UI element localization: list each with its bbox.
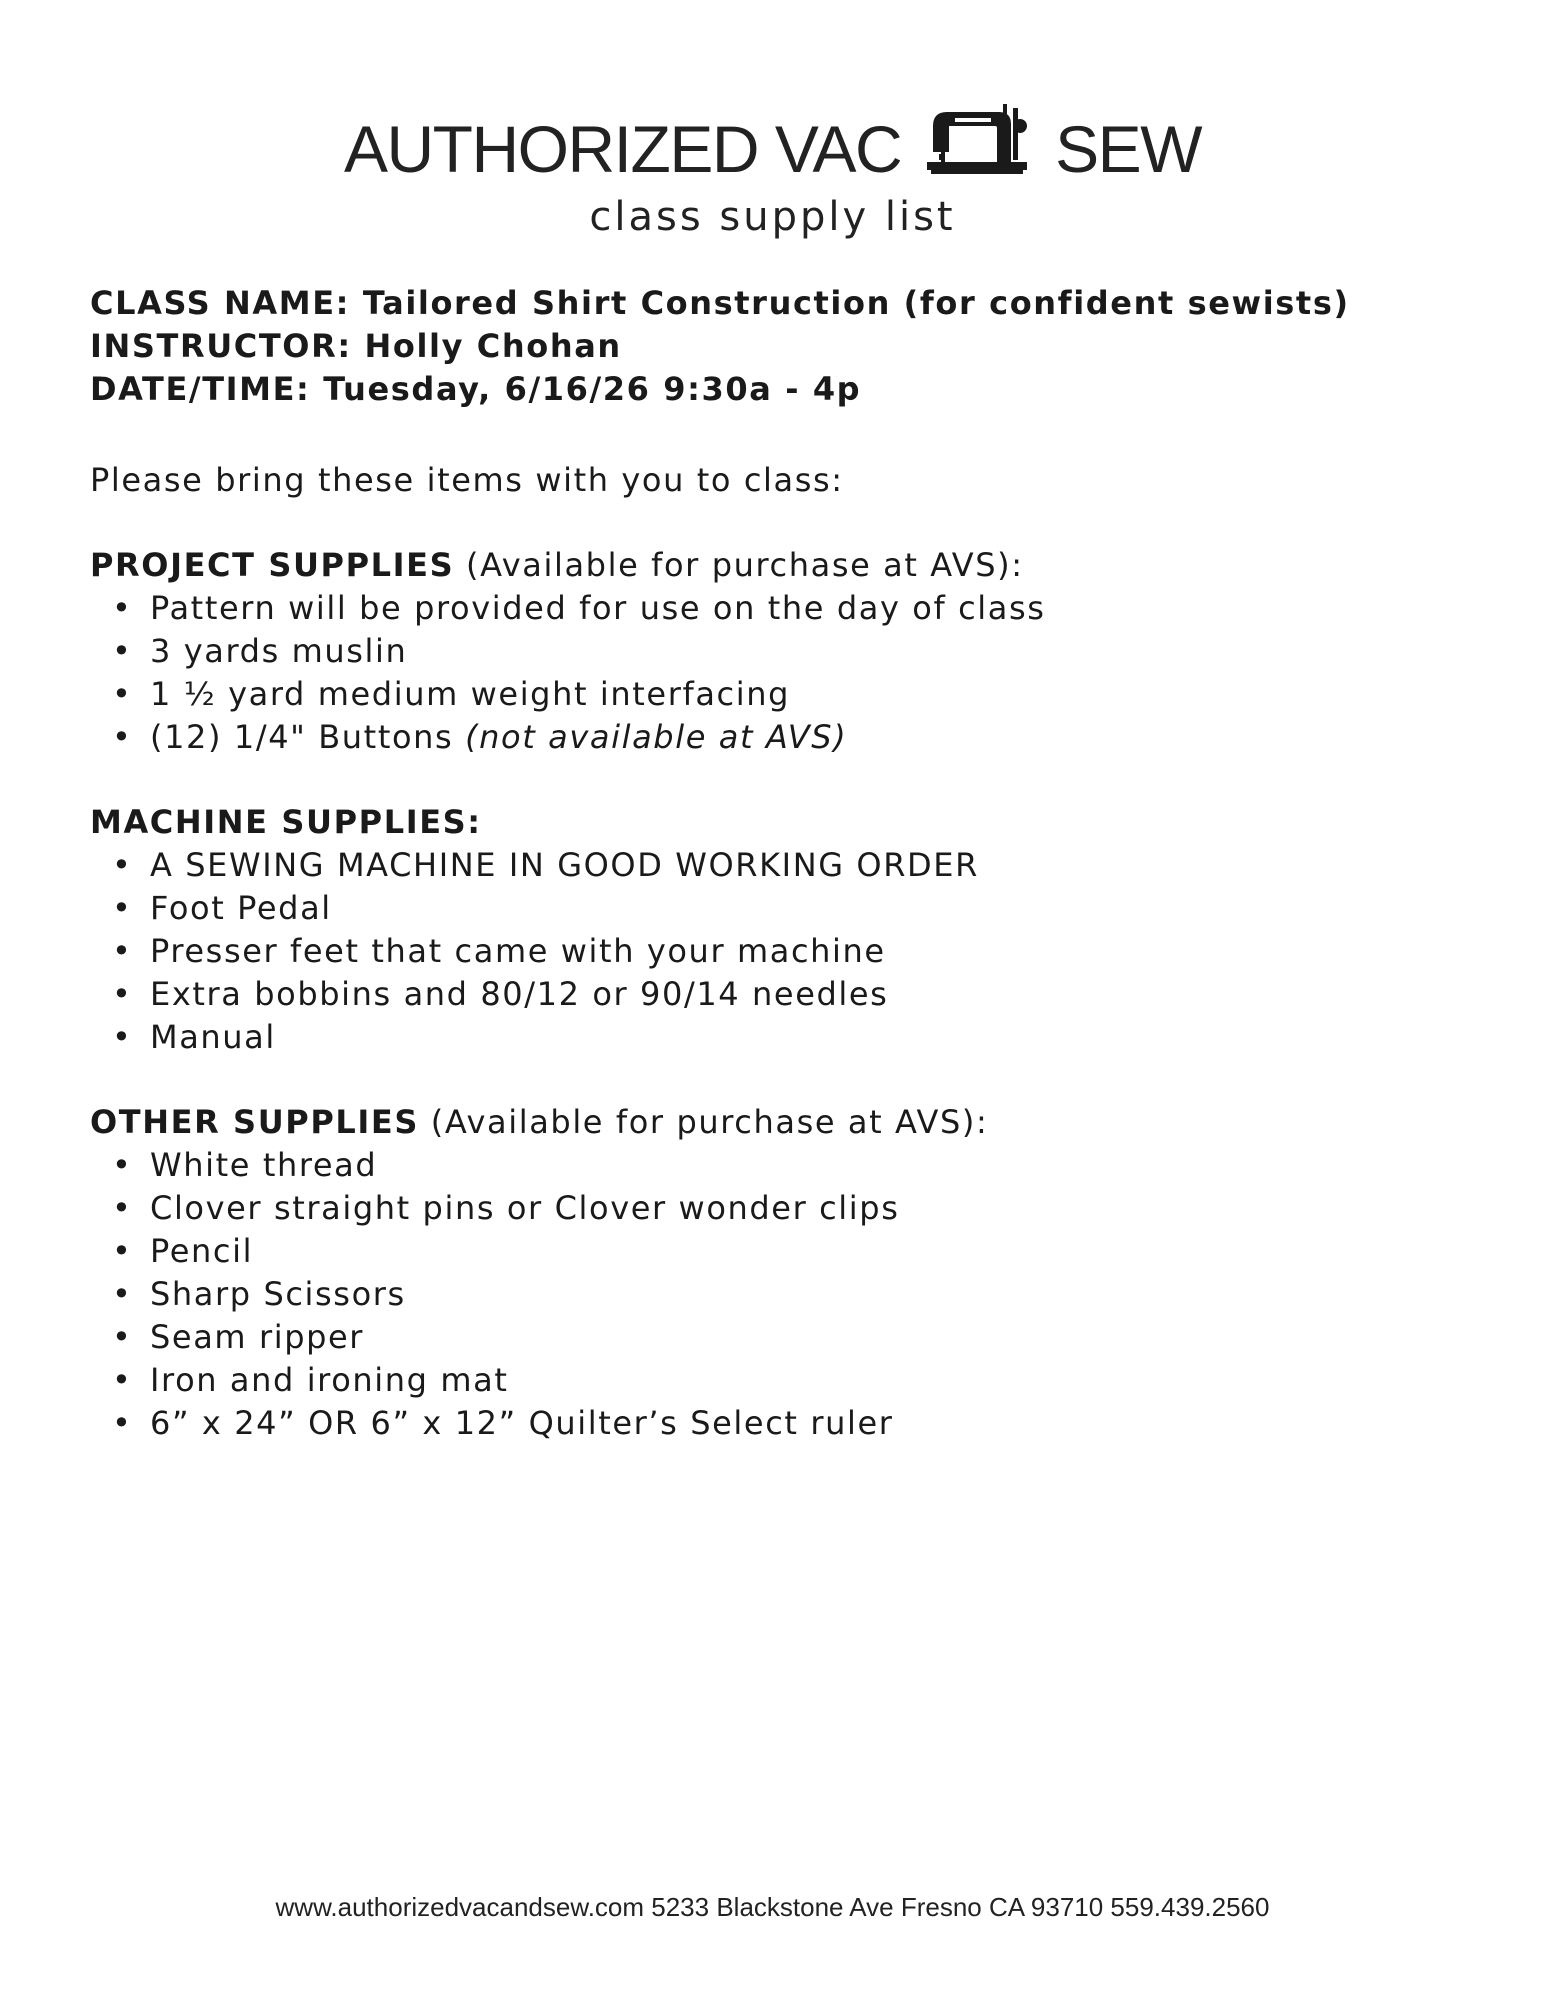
footer-contact: www.authorizedvacandsew.com 5233 Blackstone Ave Fresno CA 93710 559.439.2560: [275, 1892, 1270, 1922]
section-title: MACHINE SUPPLIES:: [90, 803, 482, 841]
list-item: • Foot Pedal: [90, 887, 1470, 930]
list-item: • Extra bobbins and 80/12 or 90/14 needles: [90, 973, 1470, 1016]
list-item: • Pencil: [90, 1230, 1470, 1273]
item-text: (12) 1/4" Buttons: [150, 718, 466, 756]
list-item: • Manual: [90, 1016, 1470, 1059]
other-supplies-list: [90, 1144, 1470, 1445]
project-supplies-heading: [90, 544, 1470, 587]
document-body: [90, 282, 1470, 1445]
class-name: CLASS NAME: Tailored Shirt Construction (for confident sewists): [90, 284, 1350, 322]
intro-text: Please bring these items with you to class:: [90, 461, 844, 499]
machine-supplies-heading: [90, 801, 1470, 844]
list-item: • Iron and ironing mat: [90, 1359, 1470, 1402]
list-item: • Sharp Scissors: [90, 1273, 1470, 1316]
list-item: • 3 yards muslin: [90, 630, 1470, 673]
instructor: INSTRUCTOR: Holly Chohan: [90, 327, 622, 365]
list-item: • Pattern will be provided for use on the day of class: [90, 587, 1470, 630]
section-title: OTHER SUPPLIES: [90, 1103, 419, 1141]
brand-name-left: AUTHORIZED VAC: [344, 112, 902, 186]
list-item: • A SEWING MACHINE IN GOOD WORKING ORDER: [90, 844, 1470, 887]
project-supplies-section: [90, 544, 1470, 759]
list-item: • Clover straight pins or Clover wonder clips: [90, 1187, 1470, 1230]
list-item: • 6” x 24” OR 6” x 12” Quilter’s Select ruler: [90, 1402, 1470, 1445]
date-time: DATE/TIME: Tuesday, 6/16/26 9:30a - 4p: [90, 370, 862, 408]
project-supplies-list: [90, 587, 1470, 759]
document-subtitle: class supply list: [589, 194, 956, 240]
sewing-machine-icon: [927, 104, 1033, 194]
list-item: • Presser feet that came with your machine: [90, 930, 1470, 973]
brand-logo: [0, 108, 1545, 190]
item-note: (not available at AVS): [465, 718, 848, 756]
section-title: PROJECT SUPPLIES: [90, 546, 455, 584]
list-item: [90, 716, 1470, 759]
machine-supplies-list: [90, 844, 1470, 1059]
section-note: (Available for purchase at AVS):: [419, 1103, 989, 1141]
list-item: • 1 ½ yard medium weight interfacing: [90, 673, 1470, 716]
section-note: (Available for purchase at AVS):: [454, 546, 1024, 584]
list-item: • White thread: [90, 1144, 1470, 1187]
machine-supplies-section: [90, 801, 1470, 1059]
other-supplies-section: [90, 1101, 1470, 1445]
list-item: • Seam ripper: [90, 1316, 1470, 1359]
brand-name-right: SEW: [1055, 112, 1201, 186]
other-supplies-heading: [90, 1101, 1470, 1144]
document-header: [0, 108, 1545, 242]
